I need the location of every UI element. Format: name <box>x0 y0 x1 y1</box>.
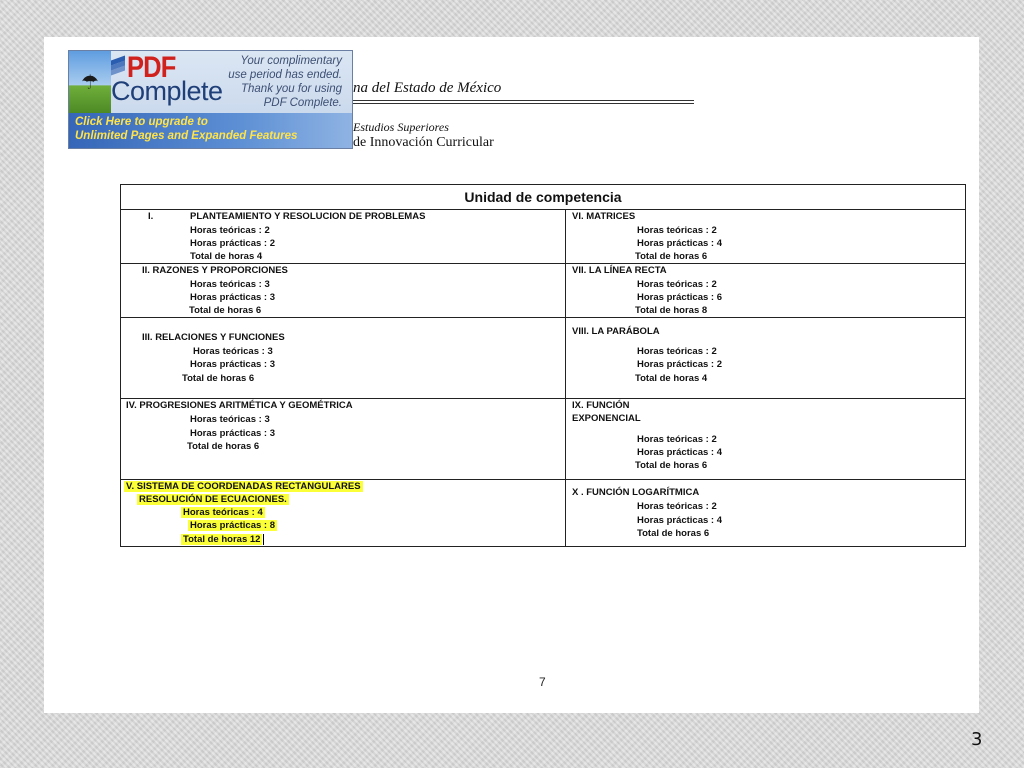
unit-cell-iii <box>121 318 566 399</box>
header-subtitle-innovation: de Innovación Curricular <box>353 135 494 150</box>
hours-total: Total de horas 6 <box>189 305 262 316</box>
hours-total: Total de horas 6 <box>635 251 708 262</box>
unit-cell-i <box>121 210 566 264</box>
hours-total: Total de horas 4 <box>635 373 708 384</box>
unit-cell-vii <box>566 264 966 318</box>
hours-theory: Horas teóricas : 2 <box>637 225 717 236</box>
hours-total-highlighted: Total de horas 12 <box>183 534 261 546</box>
unit-title-cont: EXPONENCIAL <box>572 413 641 424</box>
hours-theory: Horas teóricas : 3 <box>193 346 273 357</box>
hours-total: Total de horas 4 <box>190 251 263 262</box>
brand-pdf: PDF <box>127 51 176 84</box>
unit-title: VII. LA LÍNEA RECTA <box>572 265 667 276</box>
hours-total: Total de horas 6 <box>187 441 260 452</box>
hours-practice: Horas prácticas : 3 <box>190 292 276 303</box>
hours-practice: Horas prácticas : 4 <box>637 447 723 458</box>
unit-title: PLANTEAMIENTO Y RESOLUCION DE PROBLEMAS <box>190 211 426 222</box>
header-rule-double <box>353 103 694 104</box>
hours-total: Total de horas 6 <box>635 460 708 471</box>
unit-title: X . FUNCIÓN LOGARÍTMICA <box>572 487 700 498</box>
header-subtitle-studies: Estudios Superiores <box>353 120 449 134</box>
unit-title: II. RAZONES Y PROPORCIONES <box>142 265 288 276</box>
unit-cell-v <box>121 480 566 547</box>
page-number: 7 <box>539 675 546 689</box>
layers-icon <box>111 58 125 74</box>
unit-cell-iv <box>121 399 566 480</box>
institution-title: na del Estado de México <box>353 80 502 96</box>
table-heading: Unidad de competencia <box>121 185 966 210</box>
unit-title: III. RELACIONES Y FUNCIONES <box>142 332 285 343</box>
upgrade-link-line2[interactable]: Unlimited Pages and Expanded Features <box>75 130 298 142</box>
hours-theory: Horas teóricas : 3 <box>190 414 270 425</box>
upgrade-link-line1[interactable]: Click Here to upgrade to <box>75 116 208 128</box>
competency-table <box>120 184 966 547</box>
hours-theory: Horas teóricas : 2 <box>637 279 717 290</box>
unit-cell-ix <box>566 399 966 480</box>
unit-title-highlighted: V. SISTEMA DE COORDENADAS RECTANGULARES <box>126 481 361 492</box>
trial-message-line: use period has ended. <box>228 69 342 81</box>
slide-number: 3 <box>971 729 983 750</box>
unit-title-cont-highlighted: RESOLUCIÓN DE ECUACIONES. <box>139 494 287 505</box>
pdf-complete-upgrade-banner[interactable] <box>68 50 353 149</box>
hours-total: Total de horas 6 <box>637 528 710 539</box>
hours-theory: Horas teóricas : 2 <box>637 501 717 512</box>
hours-practice: Horas prácticas : 3 <box>190 428 276 439</box>
hours-theory: Horas teóricas : 2 <box>190 225 270 236</box>
trial-message-line: Your complimentary <box>240 55 342 67</box>
text-cursor <box>263 534 264 545</box>
brand-complete: Complete <box>111 76 223 106</box>
unit-number: I. <box>148 211 154 222</box>
hours-practice: Horas prácticas : 2 <box>637 359 723 370</box>
hours-theory: Horas teóricas : 2 <box>637 346 717 357</box>
hours-total: Total de horas 8 <box>635 305 708 316</box>
hours-theory: Horas teóricas : 3 <box>190 279 270 290</box>
upgrade-link[interactable] <box>69 113 352 149</box>
header-rule <box>353 100 694 101</box>
trial-message-line: PDF Complete. <box>263 97 342 109</box>
hours-total: Total de horas 6 <box>182 373 255 384</box>
banner-photo <box>69 51 111 113</box>
unit-cell-vi <box>566 210 966 264</box>
hours-practice: Horas prácticas : 4 <box>637 238 723 249</box>
hours-practice: Horas prácticas : 6 <box>637 292 723 303</box>
unit-cell-viii <box>566 318 966 399</box>
trial-message-line: Thank you for using <box>240 83 342 95</box>
unit-title: IX. FUNCIÓN <box>572 400 630 411</box>
hours-total-row <box>181 534 264 545</box>
hours-theory-highlighted: Horas teóricas : 4 <box>183 507 263 518</box>
hours-practice: Horas prácticas : 3 <box>190 359 276 370</box>
unit-cell-x <box>566 480 966 547</box>
unit-title: IV. PROGRESIONES ARITMÉTICA Y GEOMÉTRICA <box>126 400 353 411</box>
hours-theory: Horas teóricas : 2 <box>637 434 717 445</box>
hours-practice: Horas prácticas : 4 <box>637 515 723 526</box>
trial-message <box>212 54 342 110</box>
person-icon: ☂ <box>81 72 99 94</box>
hours-practice: Horas prácticas : 2 <box>190 238 276 249</box>
unit-cell-ii <box>121 264 566 318</box>
unit-title: VIII. LA PARÁBOLA <box>572 326 660 337</box>
hours-practice-highlighted: Horas prácticas : 8 <box>190 520 276 531</box>
unit-title: VI. MATRICES <box>572 211 636 222</box>
